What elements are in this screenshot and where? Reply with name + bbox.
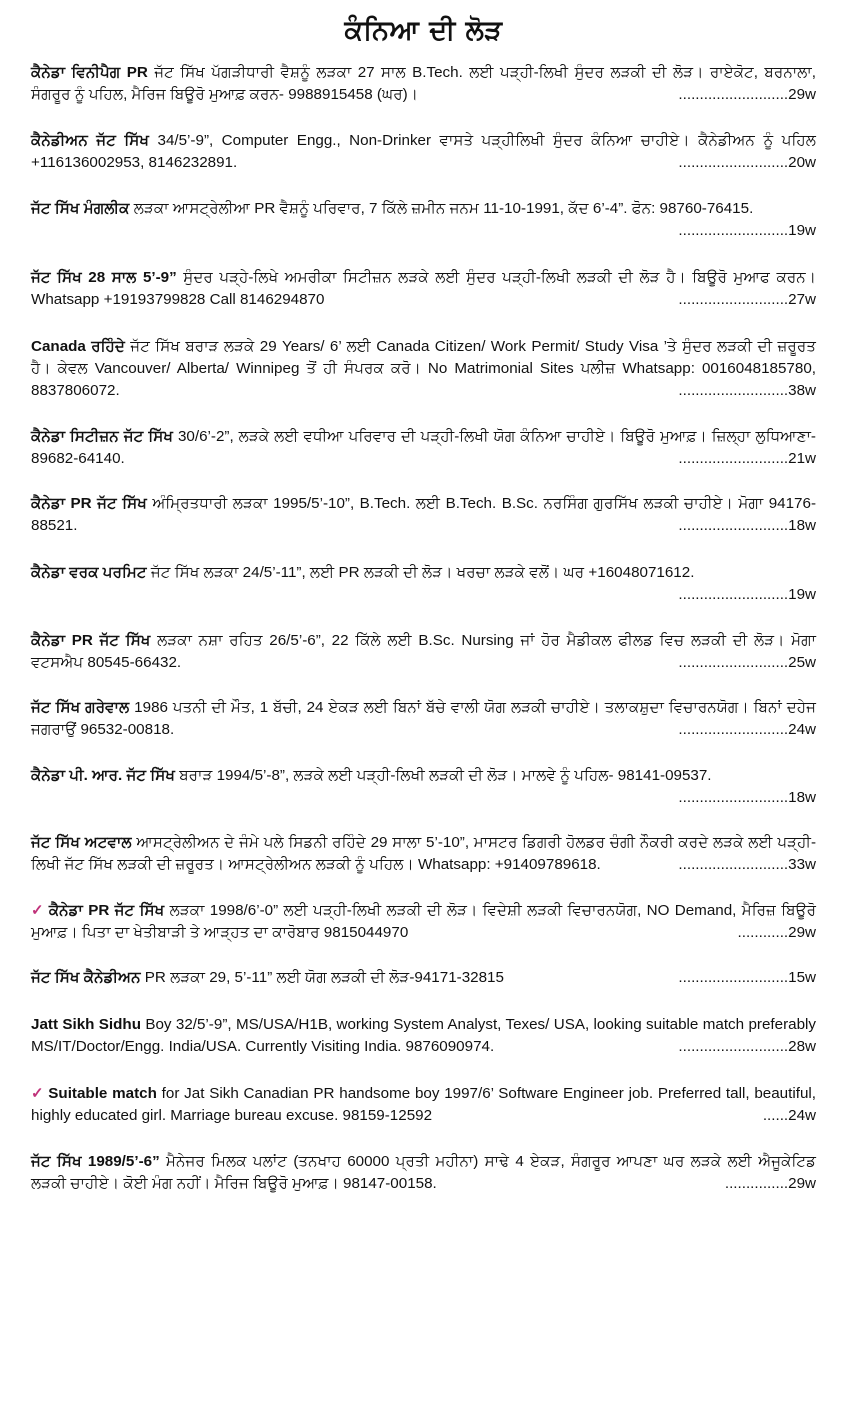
ad-heading: Jatt Sikh Sidhu (31, 1016, 141, 1033)
ad-text: ਜੱਟ ਸਿੱਖ ਬਰਾੜ ਲੜਕੇ 29 Years/ 6’ ਲਈ Canada Citizen/ Work Permit/ Study Visa ’ਤੇ ਸੁੰਦਰ ਲੜਕੀ ਦੀ ਜ਼ਰੂਰਤ ਹੈ। ਕੇਵਲ Vancouver/ Alberta/ Winnipeg ਤੋਂ ਹੀ ਸੰਪਰਕ ਕਰੋ। No Matrimonial Sites ਪਲੀਜ਼ Whatsapp: 0016048185780, 8837806072. (31, 338, 816, 399)
ad-code: ..........................38w (678, 382, 816, 399)
ad-heading: Canada ਰਹਿੰਦੇ (31, 338, 125, 355)
classified-ad (31, 1151, 816, 1195)
classified-ad (31, 1083, 816, 1127)
classified-ad (31, 1014, 816, 1058)
ad-text: ਜੱਟ ਸਿੱਖ ਪੱਗੜੀਧਾਰੀ ਵੈਸ਼ਨੂੰ ਲੜਕਾ 27 ਸਾਲ B.Tech. ਲਈ ਪੜ੍ਹੀ-ਲਿਖੀ ਸੁੰਦਰ ਲੜਕੀ ਦੀ ਲੋੜ। ਰਾਏਕੋਟ, ਬਰਨਾਲਾ, ਸੰਗਰੂਰ ਨੂੰ ਪਹਿਲ, ਮੈਰਿਜ ਬਿਊਰੋ ਮੁਆਫ਼ ਕਰਨ- 9988915458 (ਘਰ)। (31, 64, 816, 103)
ad-heading: ਕੈਨੇਡਾ ਵਿਨੀਪੈਗ PR (31, 64, 148, 81)
ad-text: ਲੜਕਾ 1998/6’-0” ਲਈ ਪੜ੍ਹੀ-ਲਿਖੀ ਲੜਕੀ ਦੀ ਲੋੜ। ਵਿਦੇਸ਼ੀ ਲੜਕੀ ਵਿਚਾਰਨਯੋਗ, NO Demand, ਮੈਰਿਜ਼ ਬਿਊਰੋ ਮੁਆਫ਼। ਪਿਤਾ ਦਾ ਖੇਤੀਬਾੜੀ ਤੇ ਆੜ੍ਹਤ ਦਾ ਕਾਰੋਬਾਰ 9815044970 (31, 902, 817, 941)
classified-ad (31, 630, 816, 674)
ad-heading: ਕੈਨੇਡਾ ਸਿਟੀਜ਼ਨ ਜੱਟ ਸਿੱਖ (31, 428, 173, 445)
ad-text: ਸੁੰਦਰ ਪੜ੍ਹੇ-ਲਿਖੇ ਅਮਰੀਕਾ ਸਿਟੀਜ਼ਨ ਲੜਕੇ ਲਈ ਸੁੰਦਰ ਪੜ੍ਹੀ-ਲਿਖੀ ਲੜਕੀ ਦੀ ਲੋੜ ਹੈ। ਬਿਊਰੋ ਮੁਆਫ ਕਰਨ। Whatsapp +19193799828 Call 8146294870 (31, 269, 816, 308)
ad-code: ......24w (762, 1107, 816, 1124)
ad-heading: ਜੱਟ ਸਿੱਖ ਮੰਗਲੀਕ (31, 200, 130, 217)
classified-ad (31, 198, 816, 242)
ad-text: 34/5’-9”, Computer Engg., Non-Drinker ਵਾਸਤੇ ਪੜ੍ਹੀਲਿਖੀ ਸੁੰਦਰ ਕੰਨਿਆ ਚਾਹੀਏ। ਕੈਨੇਡੀਅਨ ਨੂੰ ਪਹਿਲ +116136002953, 8146232891. (31, 132, 816, 171)
classified-ad (31, 62, 816, 106)
ad-heading: ਕੈਨੇਡੀਅਨ ਜੱਟ ਸਿੱਖ (31, 132, 150, 149)
classified-ad (31, 336, 816, 402)
ad-text: PR ਲੜਕਾ 29, 5’-11” ਲਈ ਯੋਗ ਲੜਕੀ ਦੀ ਲੋੜ-94171-32815 (140, 969, 504, 986)
classified-ad (31, 426, 816, 470)
ad-code: ..........................29w (678, 86, 816, 103)
ad-text: ਲੜਕਾ ਆਸਟ੍ਰੇਲੀਆ PR ਵੈਸ਼ਨੂੰ ਪਰਿਵਾਰ, 7 ਕਿੱਲੇ ਜ਼ਮੀਨ ਜਨਮ 11-10-1991, ਕੱਦ 6’-4”. ਫੋਨ: 98760-76415. (129, 200, 754, 217)
classified-ad (31, 967, 816, 989)
ad-code: ..........................19w (678, 222, 816, 239)
ad-text: ਅੰਮ੍ਰਿਤਧਾਰੀ ਲੜਕਾ 1995/5’-10”, B.Tech. ਲਈ B.Tech. B.Sc. ਨਰਸਿੰਗ ਗੁਰਸਿੱਖ ਲੜਕੀ ਚਾਹੀਏ। ਮੋਗਾ 94176-88521. (31, 495, 817, 534)
ad-text: for Jat Sikh Canadian PR handsome boy 1997/6’ Software Engineer job. Preferred tall, beautiful, highly educated girl. Marriage bureau excuse. 98159-12592 (31, 1085, 816, 1124)
ad-heading: ਕੈਨੇਡਾ PR ਜੱਟ ਸਿੱਖ (48, 902, 165, 919)
ad-text: ਬਰਾੜ 1994/5’-8”, ਲੜਕੇ ਲਈ ਪੜ੍ਹੀ-ਲਿਖੀ ਲੜਕੀ ਦੀ ਲੋੜ। ਮਾਲਵੇ ਨੂੰ ਪਹਿਲ- 98141-09537. (174, 767, 712, 784)
ad-text: ਲੜਕਾ ਨਸ਼ਾ ਰਹਿਤ 26/5’-6”, 22 ਕਿੱਲੇ ਲਈ B.Sc. Nursing ਜਾਂ ਹੋਰ ਮੈਡੀਕਲ ਫੀਲਡ ਵਿਚ ਲੜਕੀ ਦੀ ਲੋੜ। ਮੋਗਾ ਵਟਸਐਪ 80545-66432. (31, 632, 816, 671)
ad-code: ............29w (737, 924, 816, 941)
classified-ad (31, 267, 816, 311)
ad-code: ..........................18w (678, 789, 816, 806)
classified-ad (31, 697, 816, 741)
ad-code: ..........................28w (678, 1038, 816, 1055)
ad-text: 1986 ਪਤਨੀ ਦੀ ਮੌਤ, 1 ਬੱਚੀ, 24 ਏਕੜ ਲਈ ਬਿਨਾਂ ਬੱਚੇ ਵਾਲੀ ਯੋਗ ਲੜਕੀ ਚਾਹੀਏ। ਤਲਾਕਸ਼ੁਦਾ ਵਿਚਾਰਨਯੋਗ। ਬਿਨਾਂ ਦਹੇਜ ਜਗਰਾਉਂ 96532-00818. (31, 699, 816, 738)
classified-ad (31, 832, 816, 876)
classified-ad (31, 130, 816, 174)
ad-text: Boy 32/5’-9”, MS/USA/H1B, working System Analyst, Texes/ USA, looking suitable match preferably MS/IT/Doctor/Engg. India/USA. Currently Visiting India. 9876090974. (31, 1016, 816, 1055)
ad-heading: ਜੱਟ ਸਿੱਖ ਕੈਨੇਡੀਅਨ (31, 969, 141, 986)
ad-code: ..........................19w (678, 586, 816, 603)
ad-heading: ਕੈਨੇਡਾ ਪੀ. ਆਰ. ਜੱਟ ਸਿੱਖ (31, 767, 175, 784)
ad-heading: Suitable match (48, 1085, 157, 1102)
classified-ad (31, 562, 816, 606)
classified-ad (31, 900, 816, 944)
ad-heading: ਜੱਟ ਸਿੱਖ ਗਰੇਵਾਲ (31, 699, 130, 716)
ad-text: ਆਸਟ੍ਰੇਲੀਅਨ ਦੇ ਜੰਮੇ ਪਲੇ ਸਿਡਨੀ ਰਹਿੰਦੇ 29 ਸਾਲਾ 5’-10”, ਮਾਸਟਰ ਡਿਗਰੀ ਹੋਲਡਰ ਚੰਗੀ ਨੌਕਰੀ ਕਰਦੇ ਲੜਕੇ ਲਈ ਪੜ੍ਹੀ-ਲਿਖੀ ਜੱਟ ਸਿੱਖ ਲੜਕੀ ਦੀ ਜ਼ਰੂਰਤ। ਆਸਟ੍ਰੇਲੀਅਨ ਲੜਕੀ ਨੂੰ ਪਹਿਲ। Whatsapp: +91409789618. (31, 834, 817, 873)
ad-heading: ਜੱਟ ਸਿੱਖ 28 ਸਾਲ 5’-9” (31, 269, 177, 286)
ad-text: ਮੈਨੇਜਰ ਮਿਲਕ ਪਲਾਂਟ (ਤਨਖਾਹ 60000 ਪ੍ਰਤੀ ਮਹੀਨਾ) ਸਾਢੇ 4 ਏਕੜ, ਸੰਗਰੂਰ ਆਪਣਾ ਘਰ ਲੜਕੇ ਲਈ ਐਜੂਕੇਟਿਡ ਲੜਕੀ ਚਾਹੀਏ। ਕੋਈ ਮੰਗ ਨਹੀਂ। ਮੈਰਿਜ ਬਿਊਰੋ ਮੁਆਫ਼। 98147-00158. (31, 1153, 816, 1192)
classified-ad (31, 765, 816, 809)
ad-heading: ਕੈਨੇਡਾ ਵਰਕ ਪਰਮਿਟ (31, 564, 147, 581)
ad-heading: ਕੈਨੇਡਾ PR ਜੱਟ ਸਿੱਖ (31, 632, 151, 649)
page-title: ਕੰਨਿਆ ਦੀ ਲੋੜ (344, 15, 503, 46)
ad-text: 30/6’-2”, ਲੜਕੇ ਲਈ ਵਧੀਆ ਪਰਿਵਾਰ ਦੀ ਪੜ੍ਹੀ-ਲਿਖੀ ਯੋਗ ਕੰਨਿਆ ਚਾਹੀਏ। ਬਿਊਰੋ ਮੁਆਫ਼। ਜ਼ਿਲ੍ਹਾ ਲੁਧਿਆਣਾ- 89682-64140. (31, 428, 816, 467)
check-mark-icon: ✓ (31, 1085, 45, 1102)
ad-heading: ਜੱਟ ਸਿੱਖ 1989/5’-6” (31, 1153, 160, 1170)
ad-heading: ਜੱਟ ਸਿੱਖ ਅਟਵਾਲ (31, 834, 132, 851)
ad-code: ..........................24w (678, 721, 816, 738)
ad-code: ..........................25w (678, 654, 816, 671)
ad-code: ..........................20w (678, 154, 816, 171)
classified-ad (31, 493, 816, 537)
ad-code: ...............29w (724, 1175, 816, 1192)
ad-code: ..........................18w (678, 517, 816, 534)
ad-text: ਜੱਟ ਸਿੱਖ ਲੜਕਾ 24/5’-11”, ਲਈ PR ਲੜਕੀ ਦੀ ਲੋੜ। ਖਰਚਾ ਲੜਕੇ ਵਲੋਂ। ਘਰ +16048071612. (146, 564, 695, 581)
ad-heading: ਕੈਨੇਡਾ PR ਜੱਟ ਸਿੱਖ (31, 495, 147, 512)
ads-list (31, 62, 816, 1195)
ad-code: ..........................21w (678, 450, 816, 467)
ad-code: ..........................15w (678, 969, 816, 986)
ad-code: ..........................33w (678, 856, 816, 873)
check-mark-icon: ✓ (31, 902, 45, 919)
ad-code: ..........................27w (678, 291, 816, 308)
